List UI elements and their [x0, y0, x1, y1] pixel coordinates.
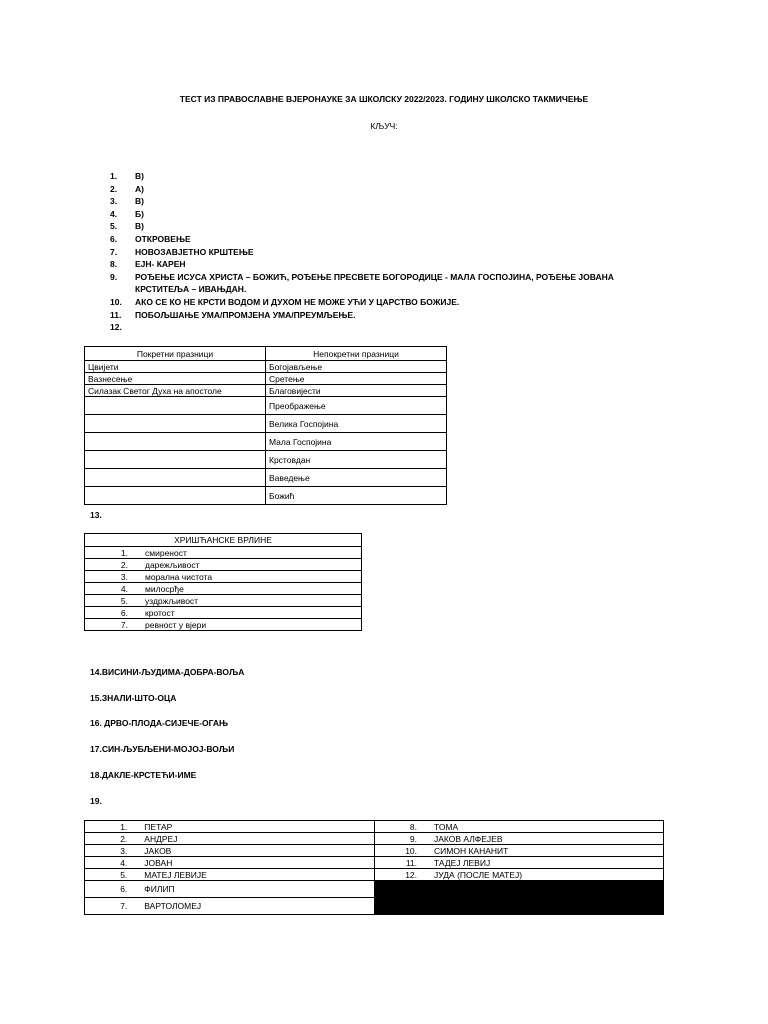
row-number: 12. [374, 869, 431, 881]
answer-text: ОТКРОВЕЊЕ [135, 233, 191, 244]
table-cell: Божић [266, 487, 447, 505]
apostle-name: ЈАКОВ АЛФЕЈЕВ [431, 833, 663, 845]
table-row [85, 583, 362, 595]
answer-text: ЕЈН- КАРЕН [135, 259, 186, 270]
table-row [85, 881, 664, 898]
apostle-name: МАТЕЈ ЛЕВИЈЕ [141, 869, 374, 881]
answer-text [135, 321, 670, 334]
virtue-text: смиреност [142, 547, 362, 559]
virtue-text: дарежљивост [142, 559, 362, 571]
row-number: 4. [85, 583, 143, 595]
answer-item [110, 271, 670, 296]
answer-text: АКО СЕ КО НЕ КРСТИ ВОДОМ И ДУХОМ НЕ МОЖЕ УЋИ У ЦАРСТВО БОЖИЈЕ. [135, 296, 460, 307]
answer-line-18: 18.ДАКЛЕ-КРСТЕЋИ-ИМЕ [90, 770, 197, 780]
table-row [85, 571, 362, 583]
answer-text: В) [135, 196, 144, 207]
row-number: 7. [85, 898, 142, 915]
table-cell: Преображење [266, 397, 447, 415]
answer-number: 9. [110, 271, 118, 282]
apostle-name: ВАРТОЛОМЕЈ [141, 898, 374, 915]
answer-line-17: 17.СИН-ЉУБЉЕНИ-МОЈОЈ-ВОЉИ [90, 744, 235, 754]
table-row [85, 373, 447, 385]
answer-line-15: 15.ЗНАЛИ-ШТО-ОЦА [90, 693, 177, 703]
virtues-table [84, 533, 362, 631]
answer-number: 12. [110, 322, 122, 333]
table-row [85, 619, 362, 631]
answer-item [110, 220, 670, 233]
answer-text: В) [135, 221, 144, 232]
row-number: 11. [374, 857, 431, 869]
answer-item [110, 195, 670, 208]
table-cell [85, 415, 266, 433]
answer-number: 2. [110, 183, 118, 194]
apostle-name: ФИЛИП [141, 881, 374, 898]
table-header-row [85, 534, 362, 547]
table-cell: Цвијети [85, 361, 266, 373]
virtue-text: милосрђе [142, 583, 362, 595]
table-row [85, 547, 362, 559]
answer-item [110, 321, 670, 334]
row-number: 6. [85, 607, 143, 619]
row-number: 2. [85, 833, 142, 845]
blacked-out-cell [374, 881, 663, 915]
apostle-name: ПЕТАР [141, 821, 374, 833]
answer-number: 3. [110, 196, 118, 207]
table-row [85, 361, 447, 373]
apostles-table [84, 820, 664, 915]
answer-number: 11. [110, 309, 122, 320]
row-number: 4. [85, 857, 142, 869]
table-row [85, 451, 447, 469]
apostle-name: ТАДЕЈ ЛЕВИЈ [431, 857, 663, 869]
table-row [85, 415, 447, 433]
answer-text: РОЂЕЊЕ ИСУСА ХРИСТА – БОЖИЋ, РОЂЕЊЕ ПРЕСВЕТЕ БОГОРОДИЦЕ - МАЛА ГОСПОЈИНА, РОЂЕЊЕ ЈОВАНА КРСТИТЕЉА – ИВАЊДАН. [135, 271, 614, 295]
virtue-text: кротост [142, 607, 362, 619]
table-cell [85, 487, 266, 505]
row-number: 1. [85, 821, 142, 833]
answer-line-19: 19. [90, 796, 102, 806]
feasts-table [84, 346, 447, 505]
row-number: 8. [374, 821, 431, 833]
table-row [85, 833, 664, 845]
table-cell: Крстовдан [266, 451, 447, 469]
row-number: 2. [85, 559, 143, 571]
apostle-name: АНДРЕЈ [141, 833, 374, 845]
table-row [85, 469, 447, 487]
virtue-text: морална чистота [142, 571, 362, 583]
table-row [85, 845, 664, 857]
answer-item [110, 183, 670, 196]
table-row [85, 821, 664, 833]
column-header-fixed: Непокретни празници [266, 347, 447, 361]
answer-text: А) [135, 183, 144, 194]
row-number: 6. [85, 881, 142, 898]
answer-number: 1. [110, 171, 118, 181]
table-row [85, 397, 447, 415]
answers-list [110, 170, 670, 334]
apostle-name: ЈАКОВ [141, 845, 374, 857]
answer-text: В) [135, 171, 144, 181]
table-cell [85, 451, 266, 469]
table-row [85, 595, 362, 607]
table-header-row [85, 347, 447, 361]
answer-number: 10. [110, 296, 122, 307]
virtue-text: уздржљивост [142, 595, 362, 607]
row-number: 5. [85, 869, 142, 881]
document-title: ТЕСТ ИЗ ПРАВОСЛАВНЕ ВЈЕРОНАУКЕ ЗА ШКОЛСКУ 2022/2023. ГОДИНУ ШКОЛСКО ТАКМИЧЕЊЕ [179, 94, 589, 104]
row-number: 7. [85, 619, 143, 631]
row-number: 10. [374, 845, 431, 857]
table-cell: Богојављење [266, 361, 447, 373]
answer-text: НОВОЗАВЈЕТНО КРШТЕЊЕ [135, 246, 254, 257]
row-number: 3. [85, 571, 143, 583]
table-cell [85, 397, 266, 415]
answer-item [110, 309, 670, 322]
table-row [85, 559, 362, 571]
virtue-text: ревност у вјери [142, 619, 362, 631]
answer-number: 4. [110, 208, 118, 219]
table-row [85, 433, 447, 451]
answer-item [110, 170, 670, 183]
answer-text: ПОБОЉШАЊЕ УМА/ПРОМЈЕНА УМА/ПРЕУМЉЕЊЕ. [135, 309, 356, 320]
table-cell: Мала Госпојина [266, 433, 447, 451]
table-cell: Вазнесење [85, 373, 266, 385]
apostle-name: ЈУДА (ПОСЛЕ МАТЕЈ) [431, 869, 663, 881]
table-cell: Велика Госпојина [266, 415, 447, 433]
answer-line-16: 16. ДРВО-ПЛОДА-СИЈЕЧЕ-ОГАЊ [90, 718, 229, 728]
answer-number: 6. [110, 233, 118, 244]
question-13-label: 13. [90, 510, 102, 520]
answer-line-14: 14.ВИСИНИ-ЉУДИМА-ДОБРА-ВОЉА [90, 667, 245, 677]
table-row [85, 607, 362, 619]
apostle-name: ЈОВАН [141, 857, 374, 869]
table-cell [85, 469, 266, 487]
row-number: 5. [85, 595, 143, 607]
table-row [85, 857, 664, 869]
answer-item [110, 208, 670, 221]
row-number: 3. [85, 845, 142, 857]
answer-item [110, 296, 670, 309]
answer-number: 8. [110, 259, 118, 270]
virtues-header: ХРИШЋАНСКЕ ВРЛИНЕ [85, 534, 362, 547]
answer-item [110, 258, 670, 271]
column-header-movable: Покретни празници [85, 347, 266, 361]
table-row [85, 385, 447, 397]
table-cell: Сретење [266, 373, 447, 385]
answer-item [110, 233, 670, 246]
answer-item [110, 246, 670, 259]
answer-text: Б) [135, 208, 144, 219]
key-label: КЉУЧ: [370, 121, 398, 131]
apostle-name: СИМОН КАНАНИТ [431, 845, 663, 857]
table-cell [85, 433, 266, 451]
table-cell: Силазак Светог Духа на апостоле [85, 385, 266, 397]
row-number: 1. [85, 547, 143, 559]
table-cell: Ваведење [266, 469, 447, 487]
apostle-name: ТОМА [431, 821, 663, 833]
table-row [85, 487, 447, 505]
answer-number: 5. [110, 221, 118, 232]
table-row [85, 869, 664, 881]
answer-number: 7. [110, 246, 118, 257]
table-cell: Благовијести [266, 385, 447, 397]
row-number: 9. [374, 833, 431, 845]
